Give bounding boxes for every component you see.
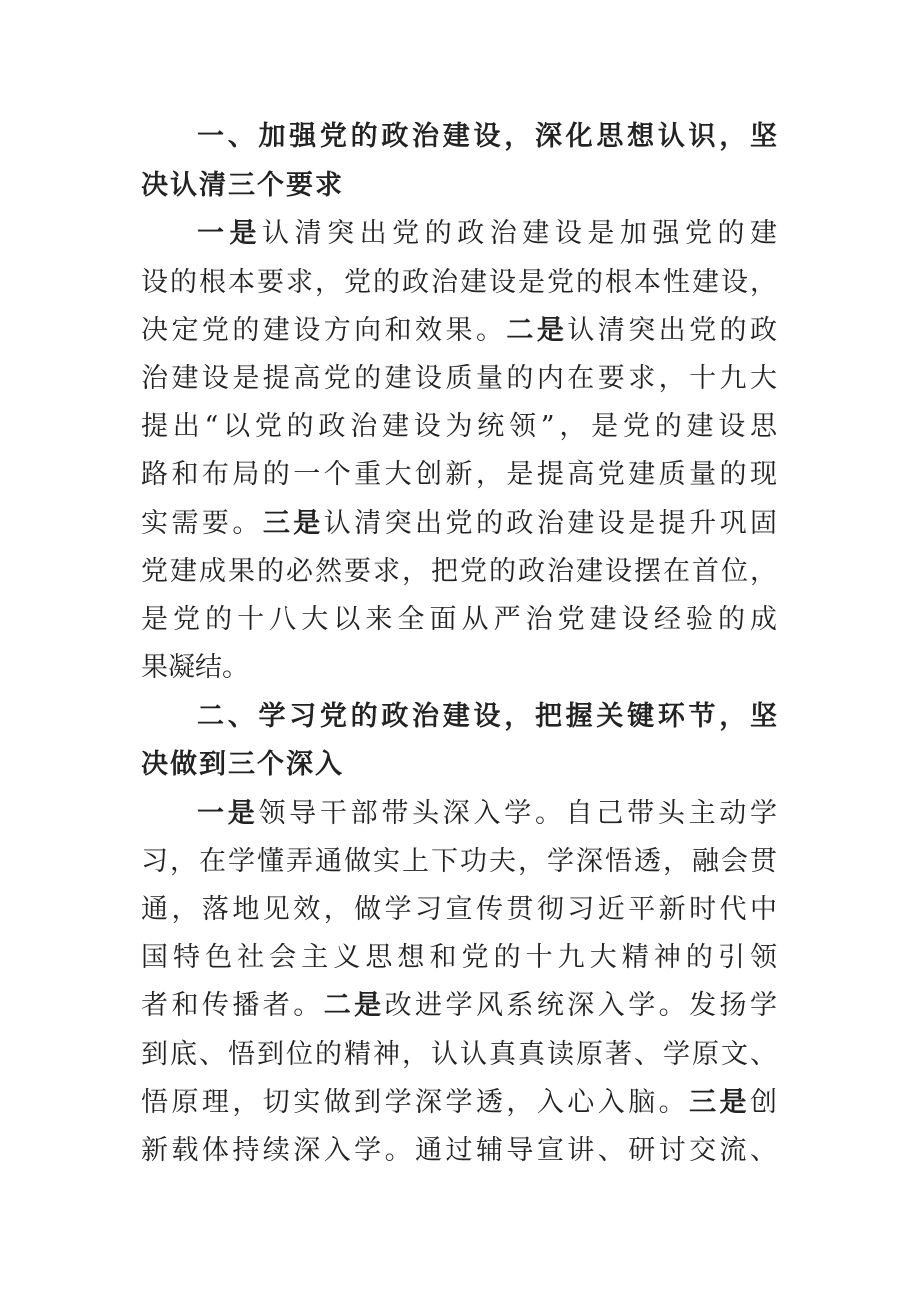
bold-marker: 三是: [689, 1087, 751, 1118]
text-run: 改进学风系统深入学。发扬学: [384, 990, 777, 1021]
bold-marker: 二是: [323, 990, 385, 1021]
bold-marker: 一是: [197, 798, 259, 829]
text-run: 认清突出党的政治建设是提升巩固: [323, 508, 777, 539]
text-run: 认清突出党的政: [567, 315, 777, 346]
section2-paragraph-line: 国特色社会主义思想和党的十九大精神的引领: [141, 942, 777, 973]
section1-paragraph-line: 设的根本要求，党的政治建设是党的根本性建设，: [141, 267, 777, 298]
text-run: 者和传播者。: [141, 990, 324, 1021]
bold-marker: 一是: [197, 218, 263, 249]
section1-paragraph-line: [141, 504, 777, 544]
section1-paragraph-line: 党建成果的必然要求，把党的政治建设摆在首位，: [141, 556, 777, 587]
section1-paragraph-line: [141, 311, 777, 351]
text-run: 决定党的建设方向和效果。: [141, 315, 507, 346]
text-run: 领导干部带头深入学。自己带头主动学: [258, 798, 777, 829]
section2-paragraph-line: [197, 794, 777, 834]
section2-paragraph-line: 新载体持续深入学。通过辅导宣讲、研讨交流、: [141, 1135, 777, 1166]
section1-heading-line1: 一、加强党的政治建设，深化思想认识，坚: [197, 121, 777, 152]
text-run: 创: [750, 1087, 777, 1118]
section1-heading-line2: 决认清三个要求: [141, 170, 344, 201]
section2-paragraph-line: [141, 986, 777, 1026]
section1-paragraph-line: 果凝结。: [141, 652, 249, 683]
section1-paragraph-line: 是党的十八大以来全面从严治党建设经验的成: [141, 604, 777, 635]
section1-paragraph-line: [197, 214, 777, 254]
bold-marker: 二是: [506, 315, 568, 346]
section2-paragraph-line: 通，落地见效，做学习宣传贯彻习近平新时代中: [141, 894, 777, 925]
section2-paragraph-line: 到底、悟到位的精神，认认真真读原著、学原文、: [141, 1039, 777, 1070]
section2-heading-line1: 二、学习党的政治建设，把握关键环节，坚: [197, 701, 777, 732]
section1-paragraph-line: 治建设是提高党的建设质量的内在要求，十九大: [141, 363, 777, 394]
section2-paragraph-line: 习，在学懂弄通做实上下功夫，学深悟透，融会贯: [141, 846, 777, 877]
section1-paragraph-line: 提出“以党的政治建设为统领”，是党的建设思: [141, 411, 777, 442]
section2-paragraph-line: [141, 1083, 777, 1123]
text-run: 实需要。: [141, 508, 263, 539]
text-run: 认清突出党的政治建设是加强党的建: [262, 218, 777, 249]
section2-heading-line2: 决做到三个深入: [141, 749, 344, 780]
section1-paragraph-line: 路和布局的一个重大创新，是提高党建质量的现: [141, 459, 777, 490]
text-run: 悟原理，切实做到学深学透，入心入脑。: [141, 1087, 690, 1118]
bold-marker: 三是: [262, 508, 324, 539]
